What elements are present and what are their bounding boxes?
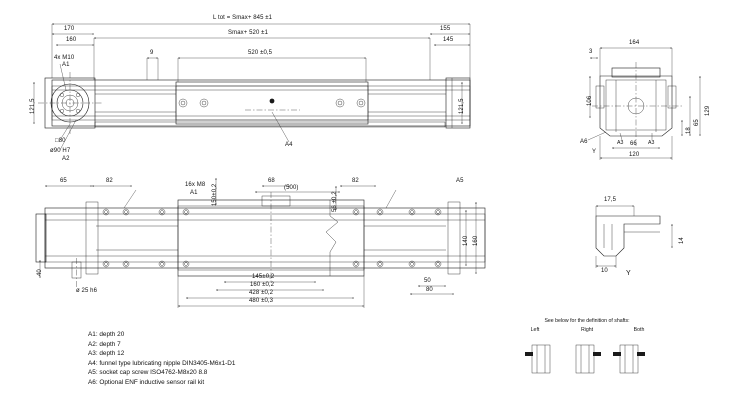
dim-bore-90h7: ø90 H7: [50, 148, 71, 154]
note-a4: A4: [285, 142, 293, 148]
dim-18: 18: [686, 127, 692, 134]
detail-y-view: [596, 206, 672, 268]
end-section-view: [588, 48, 700, 160]
note-a3-right: A3: [648, 140, 655, 146]
dim-428: 428 ±0,2: [249, 290, 274, 296]
legend-item-a4: A4: funnel type lubricating nipple DIN3405-M6x1-D1: [88, 359, 236, 367]
dim-square-80: □80: [55, 138, 66, 144]
dim-520: 520 ±0,5: [248, 50, 273, 56]
legend-item-a3: A3: depth 12: [88, 350, 125, 358]
dim-stroke-length: Smax+ 520 ±1: [228, 30, 269, 36]
dim-66: 66: [630, 141, 637, 147]
note-4x-m10: 4x M10: [54, 55, 75, 61]
dim-3: 3: [589, 49, 593, 55]
dim-overall-length: L tot = Smax+ 845 ±1: [213, 15, 273, 21]
dim-56: 56 ±0,2: [332, 191, 338, 212]
dim-170: 170: [64, 26, 75, 32]
note-a2: A2: [62, 156, 70, 162]
dim-120: 120: [629, 152, 640, 158]
dim-106: 106: [587, 95, 593, 106]
dim-150: 150±0,2: [212, 183, 218, 206]
dim-480: 480 ±0,3: [249, 298, 274, 304]
legend-item-a2: A2: depth 7: [88, 340, 121, 348]
note-a5: A5: [456, 178, 464, 184]
dim-80: 80: [426, 287, 433, 293]
dim-82-right: 82: [352, 178, 359, 184]
legend-item-a5: A5: socket cap screw ISO4762-M8x20 8.8: [88, 369, 208, 377]
shaft-option-both: Both: [633, 327, 645, 333]
note-a1-top: A1: [62, 62, 70, 68]
legend-item-a1: A1: depth 20: [88, 331, 125, 338]
shaft-option-symbols: [525, 345, 645, 373]
dim-160-right: 160: [473, 235, 479, 246]
dim-145-02: 145±0,2: [252, 274, 275, 280]
note-a3-left: A3: [617, 140, 624, 146]
note-16x-m8: 16x M8: [185, 182, 206, 188]
note-a1-bottom: A1: [190, 190, 198, 196]
legend-item-a6: A6: Optional ENF inductive sensor rail kit: [88, 378, 205, 386]
detail-y-label: Y: [626, 270, 631, 277]
dim-height-right: 121,5: [459, 98, 465, 114]
dim-129: 129: [705, 105, 711, 116]
dim-155: 155: [440, 26, 451, 32]
section-label-y: Y: [592, 149, 597, 155]
dim-160: 160: [66, 37, 77, 43]
dim-17-5: 17,5: [604, 197, 617, 203]
top-view: [34, 24, 470, 150]
dim-65: 65: [694, 119, 700, 126]
dim-height-left: 121,5: [30, 98, 36, 114]
dim-40: 40: [37, 269, 43, 276]
dim-50: 50: [424, 278, 431, 284]
note-a6: A6: [580, 139, 588, 145]
dim-160-02: 160 ±0,2: [250, 282, 275, 288]
shaft-definition-note: [520, 318, 654, 334]
legend: [88, 330, 235, 388]
dim-10: 10: [601, 268, 608, 274]
dim-164: 164: [629, 40, 640, 46]
dim-68: 68: [268, 178, 275, 184]
shaft-note-title: See below for the definition of shafts:: [544, 318, 630, 324]
dim-9: 9: [150, 50, 154, 56]
dim-500: (500): [284, 185, 299, 191]
shaft-option-left: Left: [530, 327, 540, 333]
shaft-option-right: Right: [580, 327, 594, 333]
dim-14: 14: [679, 237, 685, 244]
dim-140: 140: [463, 235, 469, 246]
dim-65: 65: [60, 178, 67, 184]
dim-145: 145: [443, 37, 454, 43]
dim-82-left: 82: [106, 178, 113, 184]
dim-shaft-25h6: ø 25 h6: [76, 288, 98, 294]
